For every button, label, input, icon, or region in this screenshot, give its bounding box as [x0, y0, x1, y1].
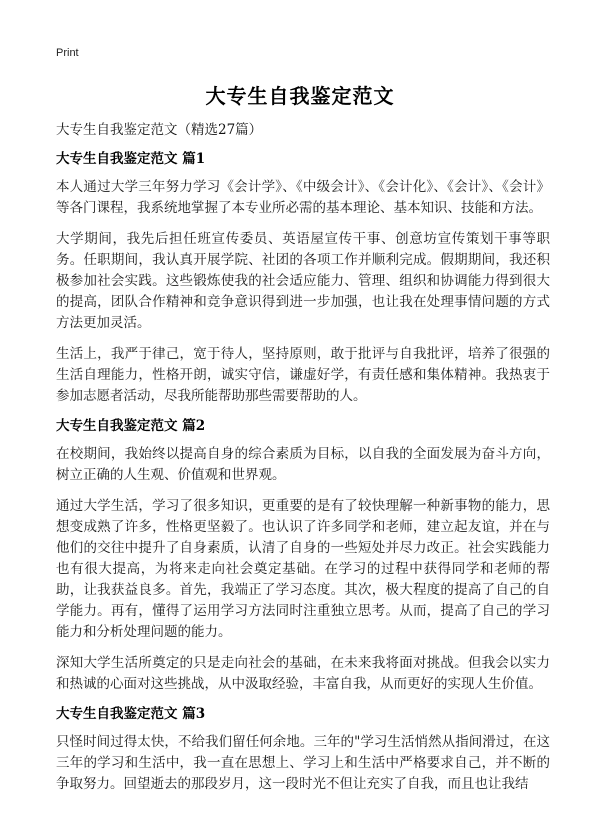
- paragraph: 本人通过大学三年努力学习《会计学》、《中级会计》、《会计化》、《会计》、《会计》等各门课程，我系统地掌握了本专业所必需的基本理论、基本知识、技能和方法。: [56, 179, 550, 216]
- section-heading: 大专生自我鉴定范文 篇3: [56, 706, 206, 722]
- section-heading: 大专生自我鉴定范文 篇1: [56, 151, 206, 167]
- paragraph: 只怪时间过得太快，不给我们留任何余地。三年的"学习生活悄然从指间滑过，在这三年的学习和生活中，我一直在思想上、学习上和生活中严格要求自己，并不断的争取努力。回望逝去的那段岁月，这一段时光不但让充实了自我，而且也让我结: [56, 734, 550, 792]
- section-3: [56, 705, 550, 795]
- paragraph: 生活上，我严于律己，宽于待人，坚持原则，敢于批评与自我批评，培养了很强的生活自理能力，性格开朗，诚实守信，谦虚好学，有责任感和集体精神。我热衷于参加志愿者活动，尽我所能帮助那些需要帮助的人。: [56, 346, 550, 404]
- page-title: 大专生自我鉴定范文: [205, 84, 395, 108]
- paragraph: 在校期间，我始终以提高自身的综合素质为目标，以自我的全面发展为奋斗方向，树立正确的人生观、价值观和世界观。: [56, 446, 550, 483]
- section-2: [56, 417, 550, 695]
- paragraph: 通过大学生活，学习了很多知识，更重要的是有了较快理解一种新事物的能力，思想变成熟了许多，性格更坚毅了。也认识了许多同学和老师，建立起友谊，并在与他们的交往中提升了自身素质，认清了自身的一些短处并尽力改正。社会实践能力也有很大提高，为将来走向社会奠定基础。在学习的过程中获得同学和老师的帮助，让我获益良多。首先，我端正了学习态度。其次，极大程度的提高了自己的自学能力。再有，懂得了运用学习方法同时注重独立思考。从而，提高了自己的学习能力和分析处理问题的能力。: [56, 498, 550, 640]
- document-subtitle: 大专生自我鉴定范文（精选27篇）: [56, 122, 263, 138]
- paragraph: 大学期间，我先后担任班宣传委员、英语屋宣传干事、创意坊宣传策划干事等职务。任职期间，我认真开展学院、社团的各项工作并顺利完成。假期期间，我还积极参加社会实践。这些锻炼使我的社会适应能力、管理、组织和协调能力得到很大的提高，团队合作精神和竞争意识得到进一步加强，也让我在处理事情问题的方式方法更加灵活。: [56, 231, 550, 331]
- paragraph: 深知大学生活所奠定的只是走向社会的基础，在未来我将面对挑战。但我会以实力和热诚的心面对这些挑战，从中汲取经验，丰富自我，从而更好的实现人生价值。: [56, 655, 550, 692]
- print-label[interactable]: Print: [56, 47, 79, 59]
- section-heading: 大专生自我鉴定范文 篇2: [56, 418, 206, 434]
- document-body: [56, 121, 550, 805]
- section-1: [56, 150, 550, 407]
